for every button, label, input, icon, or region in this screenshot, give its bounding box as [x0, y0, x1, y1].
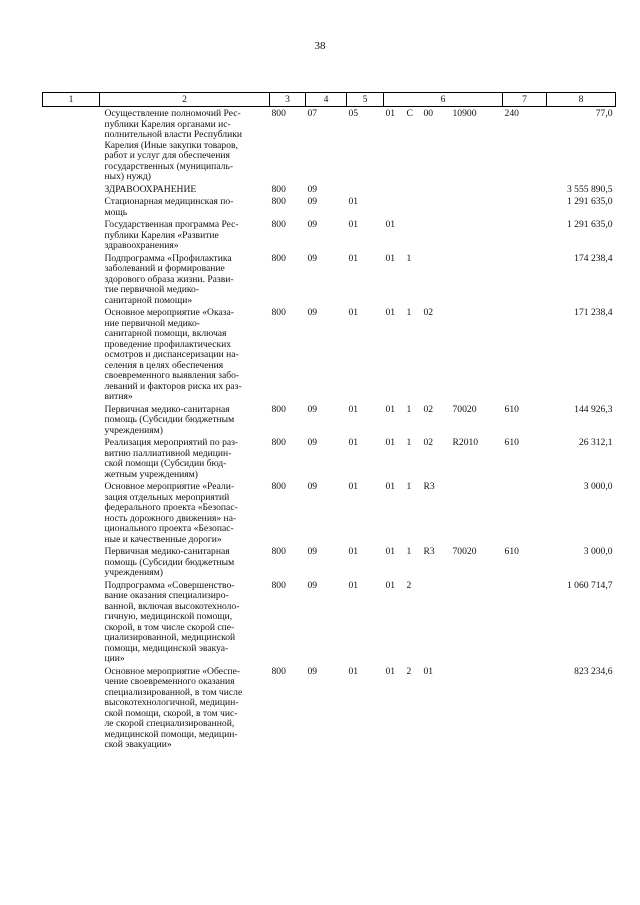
cell-c6d [451, 306, 503, 403]
cell-c6c [422, 218, 451, 252]
table-row [43, 183, 616, 196]
table-row [43, 403, 616, 437]
cell-c4: 09 [307, 219, 318, 230]
cell-c6c [422, 195, 451, 218]
cell-c3: 800 [271, 665, 286, 677]
table-row [43, 665, 616, 751]
cell-c8: 1 060 714,7 [566, 579, 613, 591]
cell-c6b: 1 [406, 403, 412, 415]
cell-c6a: 01 [385, 403, 396, 415]
cell-c7 [503, 183, 547, 196]
cell-c8: 823 234,6 [574, 665, 613, 677]
cell-name: Реализация мероприятий по раз- витию паллиативной медицин- ской помощи (Субсидии бюд- жетным учреждениям) [104, 437, 239, 480]
table-row [43, 107, 616, 183]
cell-c8: 3 000,0 [583, 546, 613, 557]
cell-c6c: 00 [423, 108, 434, 119]
cell-name: Первичная медико-санитарная помощь (Субсидии бюджетным учреждениям) [104, 546, 235, 578]
cell-c6c [422, 183, 451, 196]
cell-col-1 [43, 218, 100, 252]
cell-c7: 240 [504, 108, 519, 119]
cell-c5 [347, 183, 384, 196]
cell-c6b [405, 183, 422, 196]
cell-col-1 [43, 545, 100, 579]
cell-c6c: R3 [423, 481, 435, 492]
cell-c6d: 10900 [452, 108, 477, 119]
cell-c6b: 1 [406, 546, 412, 557]
cell-col-1 [43, 195, 100, 218]
header-col-5: 5 [347, 93, 384, 107]
cell-c3: 800 [271, 546, 286, 557]
cell-c6a: 01 [385, 252, 396, 264]
cell-c6a: 01 [385, 579, 396, 591]
cell-name: ЗДРАВООХРАНЕНИЕ [104, 183, 197, 195]
cell-name: Подпрограмма «Совершенство- вание оказания специализиро- ванной, включая высокотехноло- гичную, медицинской помощи, скорой, в том числе скорой спе- циализированной, медицинской помощи, медицинской эвакуа- ции» [104, 579, 240, 664]
cell-c7 [503, 480, 547, 545]
cell-c5: 01 [348, 196, 359, 207]
table-row [43, 545, 616, 579]
table-row [43, 579, 616, 665]
cell-name: Подпрограмма «Профилактика заболеваний и формирование здорового образа жизни. Разви- тие первичной медико- санитарной помощи» [104, 252, 234, 306]
cell-c6d [451, 183, 503, 196]
cell-name: Основное мероприятие «Оказа- ние первичной медико- санитарной помощи, включая проведение профилактических осмотров и диспансеризации на- селения в целях обеспечения своевременного выявления забо- леваний и факторов риска их раз- вития» [104, 307, 242, 402]
cell-c8: 1 291 635,0 [566, 219, 613, 230]
table-body [43, 107, 616, 751]
cell-c6b: С [406, 108, 413, 119]
cell-c3: 800 [271, 108, 286, 119]
cell-c3: 800 [271, 437, 286, 448]
cell-c6a: 01 [385, 219, 396, 230]
table-row [43, 218, 616, 252]
table-row [43, 195, 616, 218]
cell-c5: 01 [348, 307, 359, 318]
cell-c5: 01 [348, 579, 359, 591]
cell-c8: 174 238,4 [574, 252, 613, 264]
cell-c6d: R2010 [452, 437, 479, 448]
cell-name: Первичная медико-санитарная помощь (Субсидии бюджетным учреждениям) [104, 403, 235, 436]
table-row [43, 480, 616, 545]
cell-c7 [503, 218, 547, 252]
cell-c6c: R3 [423, 546, 435, 557]
header-col-1: 1 [43, 93, 100, 107]
cell-c6c: 02 [423, 403, 434, 415]
header-col-8: 8 [547, 93, 616, 107]
cell-c6d [451, 195, 503, 218]
cell-c6b [405, 195, 422, 218]
cell-name: Государственная программа Рес- публики Карелия «Развитие здравоохранения» [104, 219, 239, 251]
cell-c5: 01 [348, 219, 359, 230]
cell-c6b: 1 [406, 307, 412, 318]
cell-c6d [451, 480, 503, 545]
cell-c6b: 2 [406, 665, 412, 677]
cell-c8: 3 555 890,5 [566, 183, 613, 195]
cell-c6a: 01 [385, 307, 396, 318]
cell-c8: 144 926,3 [574, 403, 613, 415]
cell-c6a: 01 [385, 665, 396, 677]
cell-c8: 77,0 [595, 108, 613, 119]
cell-c6d [451, 579, 503, 665]
cell-c4: 09 [307, 665, 318, 677]
header-row [43, 93, 616, 107]
cell-c3: 800 [271, 481, 286, 492]
cell-c8: 26 312,1 [578, 437, 613, 448]
cell-c3: 800 [271, 579, 286, 591]
cell-c4: 09 [307, 196, 318, 207]
cell-c3: 800 [271, 219, 286, 230]
cell-c6b [405, 218, 422, 252]
cell-c6c [422, 252, 451, 307]
cell-c7: 610 [504, 546, 519, 557]
cell-c6a [384, 183, 405, 196]
cell-col-1 [43, 252, 100, 307]
table-row [43, 436, 616, 480]
cell-name: Осуществление полномочий Рес- публики Карелия органами ис- полнительной власти Республики Карелия (Иные закупки товаров, работ и услуг для обеспечения государственных (муниципаль- ных) нужд) [104, 108, 242, 182]
cell-col-1 [43, 107, 100, 183]
cell-c4: 09 [307, 579, 318, 591]
cell-c7: 610 [504, 403, 519, 415]
cell-col-1 [43, 436, 100, 480]
cell-name: Стационарная медицинская по- мощь [104, 196, 234, 218]
header-col-2: 2 [100, 93, 270, 107]
cell-c6c: 01 [423, 665, 434, 677]
table-row [43, 306, 616, 403]
page-number: 38 [314, 40, 326, 52]
cell-c6b: 2 [406, 579, 412, 591]
budget-table [42, 92, 616, 751]
cell-c6a: 01 [385, 437, 396, 448]
cell-c6b: 1 [406, 252, 412, 264]
cell-col-1 [43, 183, 100, 196]
cell-col-1 [43, 480, 100, 545]
cell-c6d [451, 665, 503, 751]
cell-c6b: 1 [406, 437, 412, 448]
cell-c4: 09 [307, 307, 318, 318]
cell-c3: 800 [271, 252, 286, 264]
cell-c6d [451, 252, 503, 307]
cell-c4: 07 [307, 108, 318, 119]
cell-c6b: 1 [406, 481, 412, 492]
cell-c3: 800 [271, 196, 286, 207]
cell-c6c: 02 [423, 437, 434, 448]
cell-c7 [503, 195, 547, 218]
cell-c5: 01 [348, 665, 359, 677]
cell-c6d: 70020 [452, 546, 477, 557]
cell-col-1 [43, 579, 100, 665]
cell-name: Основное мероприятие «Обеспе- чение своевременного оказания специализированной, в том числе высокотехнологичной, медицин- ской помощи, скорой, в том чис- ле скорой специализированной, медицинской помощи, медицин- ской эвакуации» [104, 665, 243, 750]
cell-c5: 01 [348, 252, 359, 264]
cell-c6d [451, 218, 503, 252]
cell-c5: 01 [348, 437, 359, 448]
cell-c4: 09 [307, 403, 318, 415]
cell-c7 [503, 252, 547, 307]
header-col-4: 4 [306, 93, 347, 107]
cell-c6c [422, 579, 451, 665]
cell-c6a: 01 [385, 481, 396, 492]
cell-c5: 01 [348, 546, 359, 557]
cell-col-1 [43, 665, 100, 751]
cell-c6a [384, 195, 405, 218]
cell-c5: 01 [348, 403, 359, 415]
cell-c4: 09 [307, 183, 318, 195]
cell-col-1 [43, 403, 100, 437]
cell-c7 [503, 665, 547, 751]
cell-c6a: 01 [385, 108, 396, 119]
cell-c4: 09 [307, 546, 318, 557]
cell-c3: 800 [271, 403, 286, 415]
cell-c8: 171 238,4 [574, 307, 613, 318]
table-row [43, 252, 616, 307]
cell-c6d: 70020 [452, 403, 477, 415]
cell-c5: 01 [348, 481, 359, 492]
cell-name: Основное мероприятие «Реали- зация отдельных мероприятий федерального проекта «Безопас- ность дорожного движения» на- ционального проекта «Безопас- ные и качественные дороги» [104, 481, 238, 545]
header-col-3: 3 [270, 93, 306, 107]
header-col-7: 7 [503, 93, 547, 107]
cell-c7 [503, 306, 547, 403]
cell-c3: 800 [271, 307, 286, 318]
cell-c8: 1 291 635,0 [566, 196, 613, 207]
cell-c7: 610 [504, 437, 519, 448]
cell-c8: 3 000,0 [583, 481, 613, 492]
cell-c6a: 01 [385, 546, 396, 557]
cell-c4: 09 [307, 481, 318, 492]
cell-c4: 09 [307, 252, 318, 264]
header-col-6: 6 [384, 93, 503, 107]
cell-col-1 [43, 306, 100, 403]
cell-c3: 800 [271, 183, 286, 195]
cell-c6c: 02 [423, 307, 434, 318]
cell-c5: 05 [348, 108, 359, 119]
cell-c7 [503, 579, 547, 665]
cell-c4: 09 [307, 437, 318, 448]
